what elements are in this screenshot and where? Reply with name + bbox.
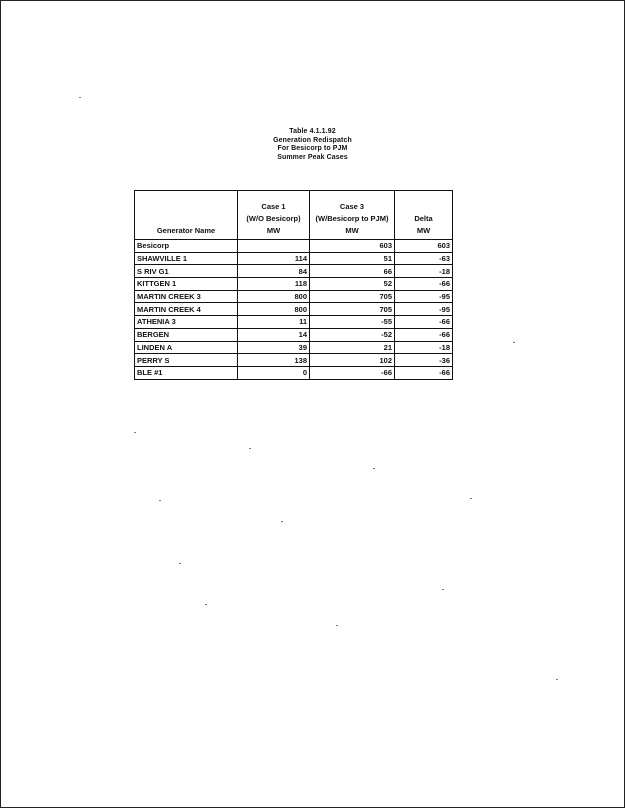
table-row [135,265,453,278]
generator-name-cell: SHAWVILLE 1 [135,252,238,265]
generator-name-cell: BERGEN [135,328,238,341]
case-1-mw-cell [238,240,310,253]
table-body [135,240,453,380]
case-1-mw-cell: 800 [238,303,310,316]
scan-speck [179,563,181,564]
scan-speck [79,97,81,98]
scan-speck [513,342,515,343]
scan-speck [442,589,444,590]
delta-mw-cell: -66 [395,328,453,341]
scan-speck [336,625,338,626]
case-3-mw-cell: 102 [310,354,395,367]
table-row [135,366,453,379]
scan-speck [556,679,558,680]
case-3-mw-cell: 51 [310,252,395,265]
table-row [135,303,453,316]
delta-mw-cell: -63 [395,252,453,265]
scan-speck [134,432,136,433]
delta-mw-cell: 603 [395,240,453,253]
scan-speck [373,468,375,469]
delta-mw-cell: -18 [395,265,453,278]
case-3-mw-cell: -55 [310,316,395,329]
case-1-mw-cell: 84 [238,265,310,278]
generator-name-cell: PERRY S [135,354,238,367]
delta-mw-cell: -66 [395,366,453,379]
case-1-mw-cell: 14 [238,328,310,341]
case-3-mw-cell: 52 [310,278,395,291]
header-delta: Delta MW [395,191,453,240]
header-case-3: Case 3 (W/Besicorp to PJM) MW [310,191,395,240]
case-1-mw-cell: 11 [238,316,310,329]
table-row [135,252,453,265]
table-row [135,328,453,341]
delta-mw-cell: -95 [395,290,453,303]
table-number: Table 4.1.1.92 [289,128,336,135]
generator-name-cell: Besicorp [135,240,238,253]
generator-name-cell: ATHENIA 3 [135,316,238,329]
case-1-mw-cell: 138 [238,354,310,367]
case-3-mw-cell: 705 [310,303,395,316]
table-row [135,290,453,303]
table-title-block [1,128,624,162]
generator-name-cell: MARTIN CREEK 4 [135,303,238,316]
header-generator-name: Generator Name [135,191,238,240]
delta-mw-cell: -18 [395,341,453,354]
table-case-label: Summer Peak Cases [277,153,348,161]
delta-mw-cell: -66 [395,316,453,329]
generator-name-cell: KITTGEN 1 [135,278,238,291]
table-row [135,240,453,253]
case-1-mw-cell: 800 [238,290,310,303]
case-1-mw-cell: 118 [238,278,310,291]
header-row [135,191,453,240]
scan-speck [249,448,251,449]
scan-speck [205,604,207,605]
delta-mw-cell: -36 [395,354,453,367]
header-case-1: Case 1 (W/O Besicorp) MW [238,191,310,240]
scan-speck [470,498,472,499]
generation-redispatch-table [134,190,453,380]
table-row [135,278,453,291]
delta-mw-cell: -95 [395,303,453,316]
generator-name-cell: BLE #1 [135,366,238,379]
case-1-mw-cell: 39 [238,341,310,354]
case-1-mw-cell: 114 [238,252,310,265]
case-1-mw-cell: 0 [238,366,310,379]
case-3-mw-cell: 705 [310,290,395,303]
table-row [135,354,453,367]
table-title: Generation Redispatch [273,136,352,144]
generator-name-cell: S RIV G1 [135,265,238,278]
case-3-mw-cell: -52 [310,328,395,341]
generator-name-cell: LINDEN A [135,341,238,354]
table-row [135,316,453,329]
case-3-mw-cell: 66 [310,265,395,278]
case-3-mw-cell: 603 [310,240,395,253]
table-row [135,341,453,354]
scan-speck [281,521,283,522]
table-header [135,191,453,240]
case-3-mw-cell: 21 [310,341,395,354]
table-subtitle: For Besicorp to PJM [277,145,348,152]
case-3-mw-cell: -66 [310,366,395,379]
generator-name-cell: MARTIN CREEK 3 [135,290,238,303]
scan-speck [159,500,161,501]
delta-mw-cell: -66 [395,278,453,291]
